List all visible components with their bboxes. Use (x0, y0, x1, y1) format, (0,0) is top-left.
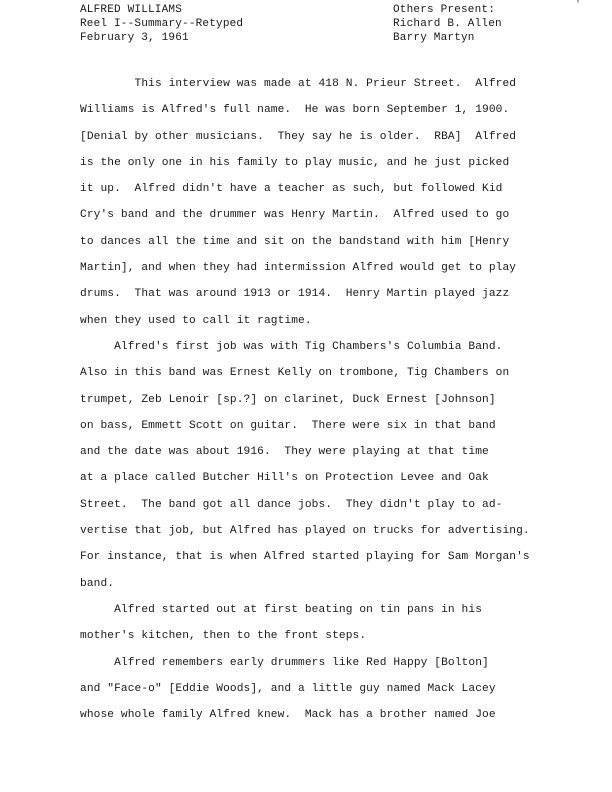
corner-mark: ' (575, 0, 582, 11)
body-line: [Denial by other musicians. They say he is older. RBA] Alfred (80, 130, 517, 143)
transcript-body (80, 71, 565, 728)
interviewee-name: ALFRED WILLIAMS (80, 4, 183, 16)
present-person-1: Richard B. Allen (393, 18, 502, 30)
body-line: Williams is Alfred's full name. He was born September 1, 1900. (80, 104, 510, 117)
body-line: Cry's band and the drummer was Henry Martin. Alfred used to go (80, 209, 510, 222)
body-line: is the only one in his family to play music, and he just picked (80, 156, 510, 169)
body-line: on bass, Emmett Scott on guitar. There were six in that band (80, 419, 496, 432)
reel-description: Reel I--Summary--Retyped (80, 18, 244, 30)
body-line: and "Face-o" [Eddie Woods], and a little guy named Mack Lacey (80, 682, 496, 695)
body-line: vertise that job, but Alfred has played on trucks for advertising. (80, 525, 530, 538)
body-line: when they used to call it ragtime. (80, 314, 312, 327)
body-line: Also in this band was Ernest Kelly on trombone, Tig Chambers on (80, 367, 510, 380)
body-line: For instance, that is when Alfred started playing for Sam Morgan's (80, 551, 530, 564)
body-line: mother's kitchen, then to the front steps. (80, 630, 367, 643)
others-present-label: Others Present: (393, 4, 496, 16)
body-line: Alfred remembers early drummers like Red Happy [Bolton] (80, 656, 489, 669)
header-left-block (80, 3, 243, 45)
body-line: trumpet, Zeb Lenoir [sp.?] on clarinet, Duck Ernest [Johnson] (80, 393, 496, 406)
body-line: Alfred's first job was with Tig Chambers's Columbia Band. (80, 340, 503, 353)
body-line: drums. That was around 1913 or 1914. Henry Martin played jazz (80, 288, 510, 301)
body-line: whose whole family Alfred knew. Mack has a brother named Joe (80, 709, 496, 722)
body-line: Martin], and when they had intermission Alfred would get to play (80, 262, 517, 275)
interview-date: February 3, 1961 (80, 32, 189, 44)
body-line: Alfred started out at first beating on tin pans in his (80, 603, 483, 616)
body-line: to dances all the time and sit on the bandstand with him [Henry (80, 235, 510, 248)
body-line: it up. Alfred didn't have a teacher as such, but followed Kid (80, 183, 503, 196)
body-line: at a place called Butcher Hill's on Protection Levee and Oak (80, 472, 489, 485)
body-line: and the date was about 1916. They were playing at that time (80, 446, 489, 459)
body-line: Street. The band got all dance jobs. They didn't play to ad- (80, 498, 503, 511)
body-line: band. (80, 577, 115, 590)
header-right-block (393, 3, 502, 45)
body-line: This interview was made at 418 N. Prieur Street. Alfred (80, 78, 517, 90)
present-person-2: Barry Martyn (393, 32, 475, 44)
